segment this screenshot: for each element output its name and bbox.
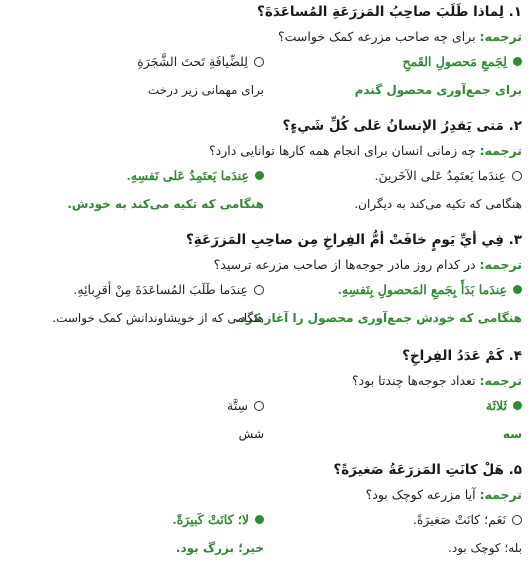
translation-line: [6, 487, 522, 502]
option-text: نَعَم؛ کانَتْ صَغيرَةً.: [412, 512, 506, 527]
translation-text: آیا مزرعه کوچک بود؟: [365, 487, 476, 502]
option-correct[interactable]: [264, 54, 522, 97]
option-meaning: خیر؛ بزرگ بود.: [175, 541, 264, 555]
option-text: عِندَما يَعتَمِدُ عَلی الآخَرينَ.: [374, 168, 506, 183]
option-meaning: شش: [238, 427, 264, 441]
selected-radio-icon[interactable]: [513, 401, 522, 410]
question-text: ۳. فِي أيِّ يَومٍ خافَتْ أمُّ الفِراخِ مِن صاحِبِ المَزرَعَةِ؟: [185, 232, 522, 248]
option-correct[interactable]: [264, 398, 522, 441]
option-wrong[interactable]: [6, 282, 264, 325]
option-meaning: بله؛ کوچک بود.: [448, 541, 522, 555]
translation-line: [6, 29, 522, 44]
translation-line: [6, 257, 522, 272]
option-text: عِندَما يَعتَمِدُ عَلی نَفسِهِ.: [126, 168, 249, 183]
question-block-2: [6, 118, 522, 211]
option-text: ثَلاثَة: [485, 398, 507, 413]
translation-label: ترجمه:: [479, 143, 522, 158]
question-block-3: [6, 232, 522, 325]
radio-icon[interactable]: [512, 171, 522, 181]
radio-icon[interactable]: [254, 57, 264, 67]
question-text: ۱. لِماذا طَلَبَ صاحِبُ المَزرَعَةِ المُساعَدَةَ؟: [257, 4, 522, 20]
options-row: [6, 398, 522, 441]
option-text: عِندَما بَدَأَ بِجَمعِ المَحصولِ بِنَفسِهِ.: [337, 282, 507, 297]
option-correct[interactable]: [235, 282, 522, 325]
option-meaning: برای مهمانی زیر درخت: [147, 83, 264, 97]
question-block-5: [6, 462, 522, 555]
translation-label: ترجمه:: [479, 29, 522, 44]
option-meaning: هنگامی که تکیه می‌کند به خودش.: [67, 197, 264, 211]
question-text: ۴. کَمْ عَدَدُ الفِراخِ؟: [402, 348, 522, 364]
translation-line: [6, 373, 522, 388]
option-text: سِتَّة: [227, 398, 248, 413]
question-text: ۵. هَلْ کانَتِ المَزرَعَةُ صَغيرَةً؟: [333, 462, 522, 478]
option-text: لِلضِّيافَةِ تَحتَ الشَّجَرَةِ: [137, 54, 248, 69]
option-text: لا؛ کانَتْ کَبيرَةً.: [172, 512, 249, 527]
question-block-4: [6, 348, 522, 441]
option-meaning: هنگامی که تکیه می‌کند به دیگران.: [354, 197, 522, 211]
option-wrong[interactable]: [6, 54, 264, 97]
translation-line: [6, 143, 522, 158]
question-text: ۲. مَتی يَقدِرُ الإنسانُ عَلی کُلِّ شَيءٍ؟: [282, 118, 522, 134]
option-meaning: هنگامی که از خویشاوندانش کمک خواست.: [52, 311, 264, 325]
option-text: عِندَما طَلَبَ المُساعَدَةَ مِنْ أقرِبائِهِ.: [73, 282, 248, 297]
translation-text: برای چه صاحب مزرعه کمک خواست؟: [278, 29, 476, 44]
option-meaning: برای جمع‌آوری محصول گندم: [354, 83, 522, 97]
radio-icon[interactable]: [512, 515, 522, 525]
selected-radio-icon[interactable]: [255, 171, 264, 180]
option-correct[interactable]: [6, 168, 264, 211]
option-wrong[interactable]: [264, 168, 522, 211]
option-text: لِجَمعِ مَحصولِ القَمحِ: [402, 54, 507, 69]
question-block-1: [6, 4, 522, 97]
radio-icon[interactable]: [254, 401, 264, 411]
selected-radio-icon[interactable]: [255, 515, 264, 524]
option-wrong[interactable]: [6, 398, 264, 441]
option-wrong[interactable]: [264, 512, 522, 555]
selected-radio-icon[interactable]: [513, 57, 522, 66]
selected-radio-icon[interactable]: [513, 285, 522, 294]
radio-icon[interactable]: [254, 285, 264, 295]
options-row: [6, 54, 522, 97]
translation-label: ترجمه:: [479, 257, 522, 272]
option-meaning: هنگامی که خودش جمع‌آوری محصول را آغاز کرد.: [235, 311, 522, 325]
options-row: [6, 282, 522, 325]
translation-label: ترجمه:: [479, 373, 522, 388]
translation-text: تعداد جوجه‌ها چندتا بود؟: [352, 373, 476, 388]
option-correct[interactable]: [6, 512, 264, 555]
translation-text: چه زمانی انسان برای انجام همه کارها توانایی دارد؟: [209, 143, 476, 158]
translation-text: در کدام روز مادر جوجه‌ها از صاحب مزرعه ترسید؟: [213, 257, 476, 272]
options-row: [6, 168, 522, 211]
options-row: [6, 512, 522, 555]
translation-label: ترجمه:: [479, 487, 522, 502]
option-meaning: سه: [502, 427, 522, 441]
